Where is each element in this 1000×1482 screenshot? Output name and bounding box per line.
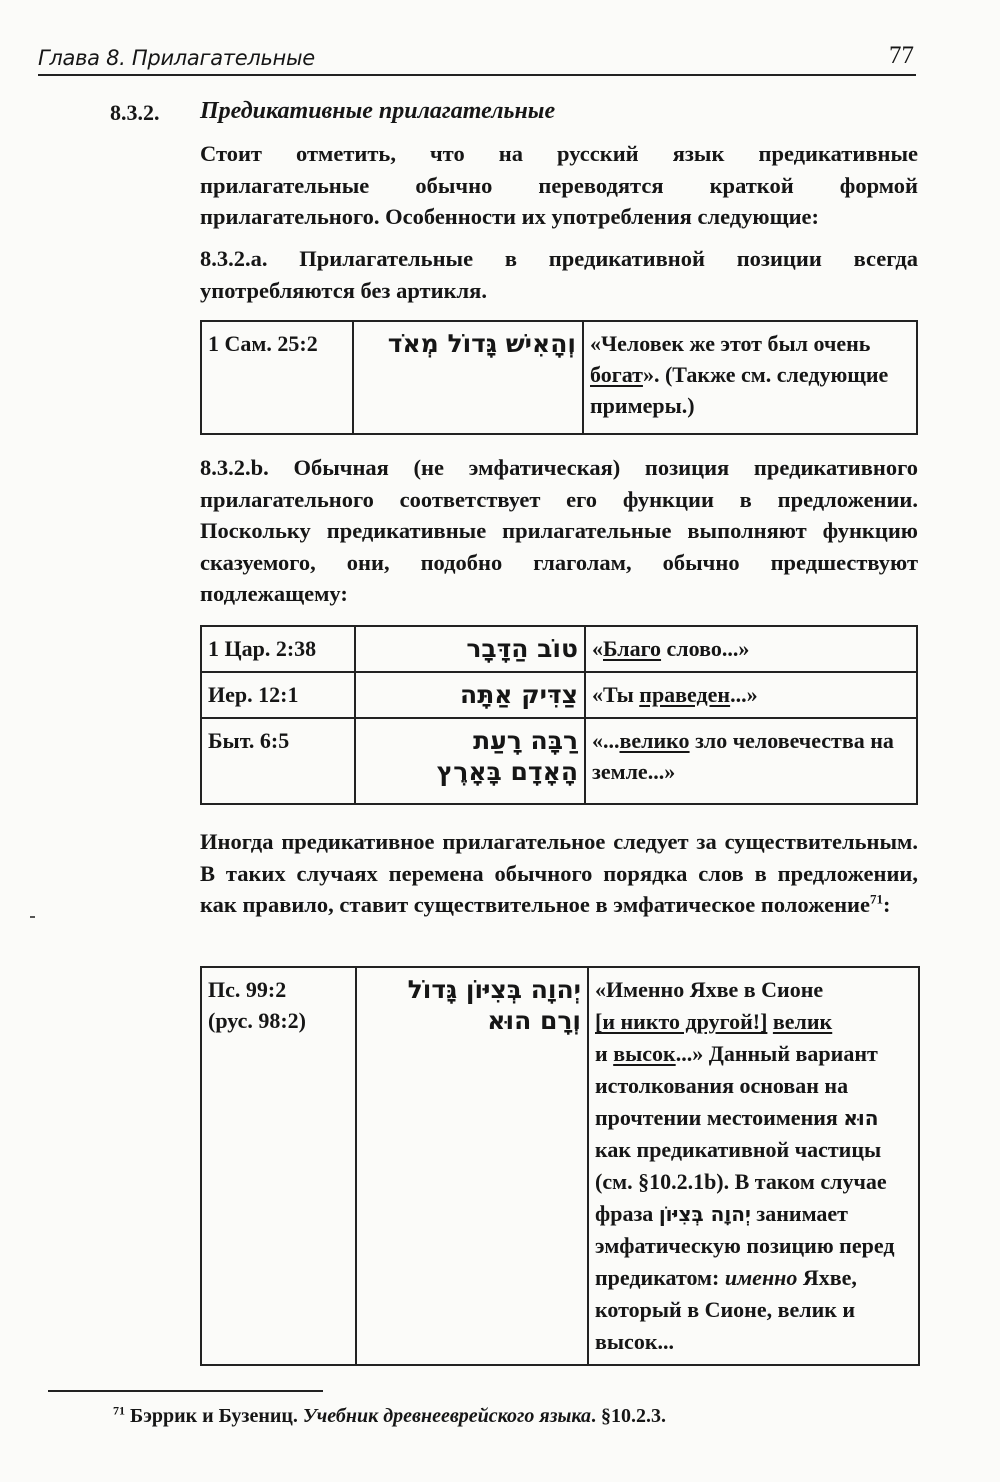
reference-cell: Пс. 99:2 (рус. 98:2) <box>201 967 356 1365</box>
reference-cell: 1 Сам. 25:2 <box>201 321 353 434</box>
footnote: $^{71}$ Бэррик и Бузениц. Учебник древнееврейского языка. §10.2.3. <box>113 1403 667 1427</box>
reference-cell: 1 Цар. 2:38 <box>201 626 355 672</box>
translation-cell: «...велико зло человечества на земле...» <box>585 718 917 804</box>
hebrew-cell: טוֹב הַדָּבָר <box>355 626 585 672</box>
reference-cell: Иер. 12:1 <box>201 672 355 718</box>
stray-mark <box>30 916 35 918</box>
hebrew-cell: וְהָאִישׁ גָּדוֹל מְאֹד <box>353 321 583 434</box>
hebrew-cell: צַדִּיק אַתָּה <box>355 672 585 718</box>
rule-a-label: 8.3.2.a. <box>200 246 268 271</box>
table-row <box>201 967 919 1365</box>
running-head <box>38 40 916 76</box>
intro-paragraph: Стоит отметить, что на русский язык предикативные прилагательные обычно переводятся краткой формой прилагательного. Особенности их употребления следующие: <box>200 141 918 229</box>
example-table-3 <box>200 966 920 1366</box>
hebrew-pronoun: הוּא <box>843 1106 879 1130</box>
section-number: 8.3.2. <box>110 100 160 125</box>
rule-a-text: Прилагательные в предикативной позиции всегда употребляются без артикля. <box>200 246 918 303</box>
reference-cell: Быт. 6:5 <box>201 718 355 804</box>
page-number: 77 <box>889 42 914 69</box>
example-table-2 <box>200 625 918 805</box>
chapter-title: Глава 8. Прилагательные <box>38 46 315 70</box>
translation-cell: «Ты праведен...» <box>585 672 917 718</box>
example-table-1 <box>200 320 918 435</box>
footnote-book-title: Учебник древнееврейского языка <box>302 1405 592 1427</box>
rule-b-paragraph <box>200 452 918 610</box>
table-row <box>201 672 917 718</box>
footnote-number: 71 <box>113 1403 125 1418</box>
paragraph-emphatic: Иногда предикативное прилагательное следует за существительным. В таких случаях перемена обычного порядка слов в предложении, как правило, ставит существительное в эмфатическое положение$^{71}$: <box>200 829 918 917</box>
underlined-word: праведен <box>639 682 731 707</box>
translation-cell: «Человек же этот был очень богат». (Также см. следующие примеры.) <box>583 321 917 434</box>
hebrew-cell: יְהוָה בְּצִיּוֹן גָּדוֹל וְרָם הוּא <box>356 967 588 1365</box>
translation-cell: «Именно Яхве в Сионе [и никто другой!] велик и высок...» Данный вариант истолкования основан на прочтении местоимения הוּא как предикативной частицы (см. §10.2.1b). В таком случае фраза יְהוָה בְּצִיּוֹן занимает эмфатическую позицию перед предикатом: именно Яхве, который в Сионе, велик и высок... <box>588 967 919 1365</box>
hebrew-cell: רַבָּה רָעַת הָאָדָם בָּאָרֶץ <box>355 718 585 804</box>
table-row <box>201 321 917 434</box>
rule-b-label: 8.3.2.b. <box>200 455 269 480</box>
section-title: Предикативные прилагательные <box>200 98 556 124</box>
hebrew-phrase: יְהוָה בְּצִיּוֹן <box>658 1202 751 1226</box>
table-row <box>201 718 917 804</box>
footnote-ref[interactable]: 71 <box>870 891 884 907</box>
rule-a-paragraph <box>200 243 918 306</box>
translation-cell: «Благо слово...» <box>585 626 917 672</box>
table-row <box>201 626 917 672</box>
underlined-word: велико <box>619 728 690 753</box>
rule-b-text: Обычная (не эмфатическая) позиция предикативного прилагательного соответствует его функции в предложении. Поскольку предикативные прилагательные выполняют функцию сказуемого, они, подобно глаголам, обычно предшествуют подлежащему: <box>200 455 919 606</box>
underlined-word: богат <box>590 362 643 387</box>
footnote-divider <box>48 1390 323 1392</box>
underlined-word: Благо <box>603 636 662 661</box>
